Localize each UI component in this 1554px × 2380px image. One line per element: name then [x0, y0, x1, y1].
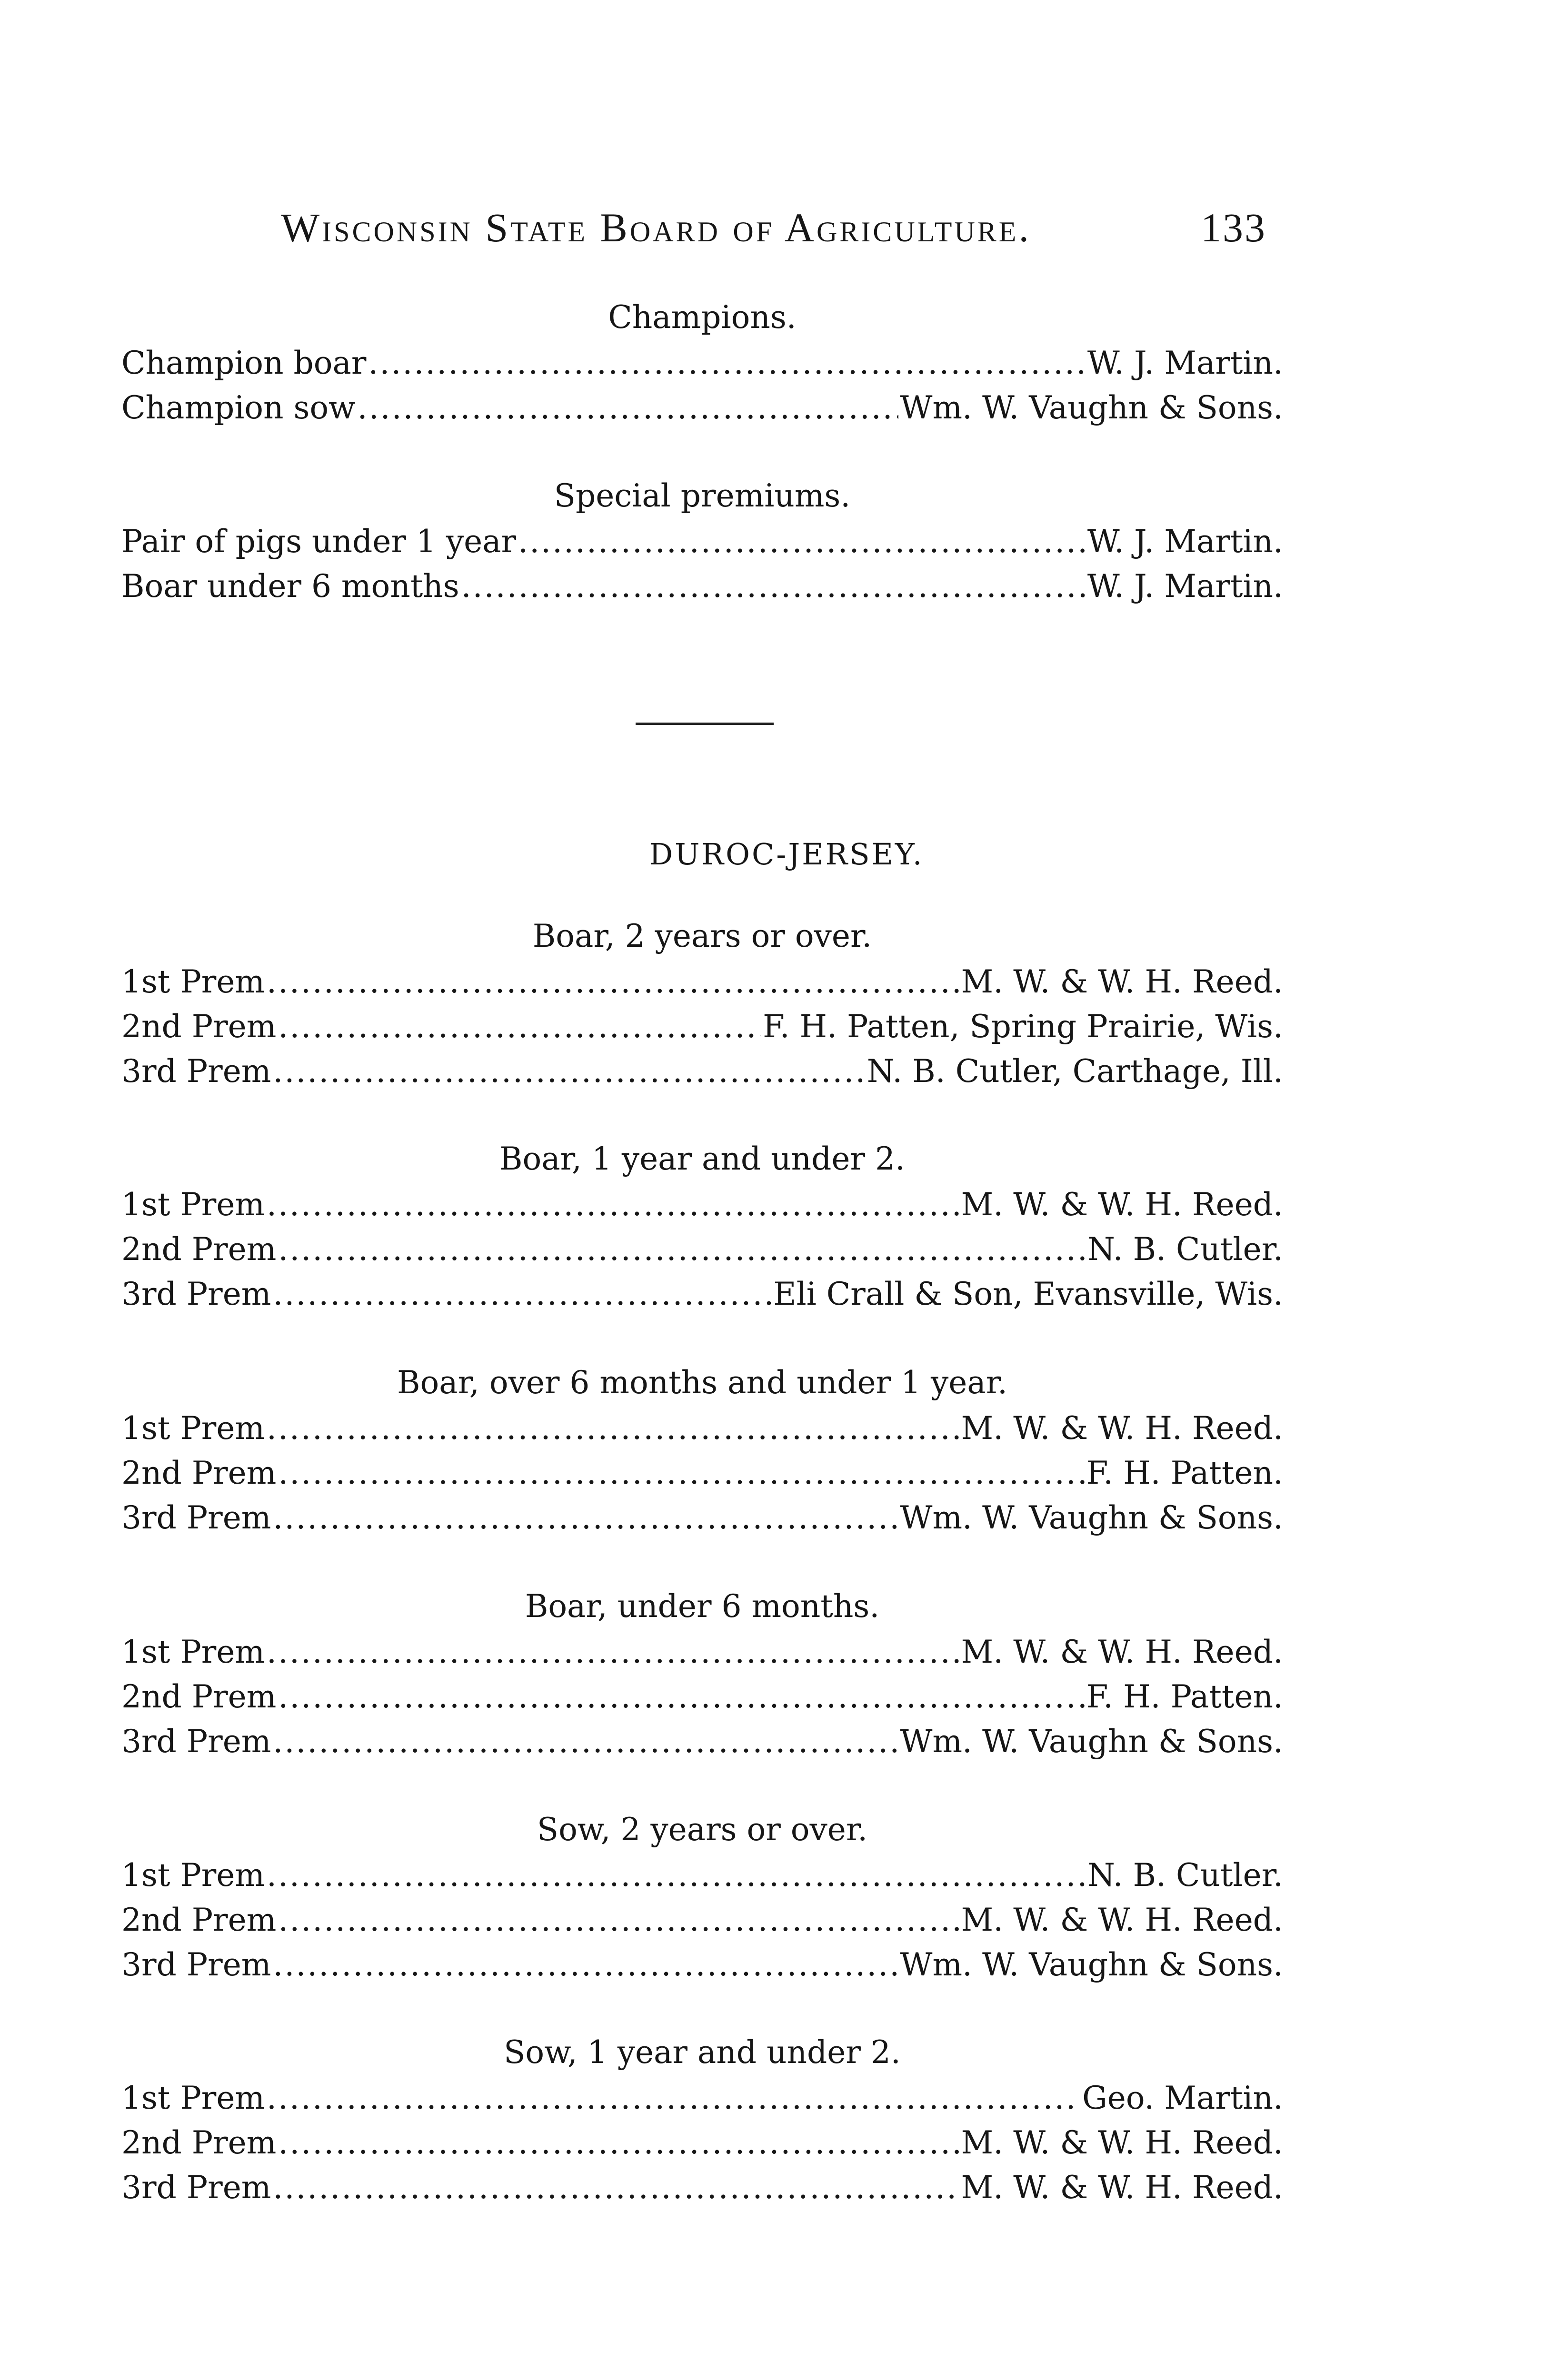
dot-leader	[518, 519, 1086, 564]
award-entry	[121, 1675, 1283, 1719]
award-entry	[121, 1272, 1283, 1317]
premium-label: 3rd Prem	[121, 1276, 271, 1312]
premium-label: 1st Prem	[121, 1857, 265, 1894]
champions-heading: Champions.	[608, 299, 797, 336]
award-entry	[121, 1182, 1283, 1227]
dot-leader	[461, 564, 1086, 609]
premium-label: 1st Prem	[121, 1186, 265, 1223]
breed-title: DUROC-JERSEY.	[649, 837, 924, 872]
award-entry	[121, 564, 1283, 609]
award-entry	[121, 1719, 1283, 1764]
dot-leader	[273, 1049, 865, 1094]
award-entry	[121, 1227, 1283, 1272]
premium-winner: N. B. Cutler, Carthage, Ill.	[867, 1053, 1283, 1090]
award-winner: Wm. W. Vaughn & Sons.	[900, 389, 1283, 426]
award-entry	[121, 1898, 1283, 1943]
special-premiums-heading: Special premiums.	[554, 477, 851, 514]
dot-leader	[267, 960, 959, 1004]
dot-leader	[278, 1004, 761, 1049]
premium-winner: Wm. W. Vaughn & Sons.	[900, 1723, 1283, 1760]
dot-leader	[267, 1630, 959, 1675]
dot-leader	[278, 2121, 959, 2165]
section-divider	[636, 723, 774, 725]
premium-label: 3rd Prem	[121, 1499, 271, 1536]
premium-winner: M. W. & W. H. Reed.	[961, 2169, 1283, 2206]
premium-winner: M. W. & W. H. Reed.	[961, 2124, 1283, 2161]
award-entry	[121, 519, 1283, 564]
class-section	[121, 2030, 1283, 2210]
class-heading: Boar, under 6 months.	[525, 1588, 880, 1625]
award-entry	[121, 1853, 1283, 1898]
class-heading: Boar, 1 year and under 2.	[499, 1140, 905, 1177]
dot-leader	[278, 1675, 1084, 1719]
dot-leader	[267, 1182, 959, 1227]
premium-winner: Geo. Martin.	[1082, 2080, 1283, 2116]
award-entry	[121, 1049, 1283, 1094]
award-label: Pair of pigs under 1 year	[121, 523, 517, 560]
premium-label: 2nd Prem	[121, 1231, 277, 1268]
dot-leader	[278, 1898, 959, 1943]
dot-leader	[278, 1451, 1084, 1496]
premium-winner: M. W. & W. H. Reed.	[961, 1186, 1283, 1223]
special-premiums-section	[121, 474, 1283, 609]
premium-label: 1st Prem	[121, 1410, 265, 1447]
class-heading: Sow, 2 years or over.	[537, 1811, 868, 1848]
premium-winner: Wm. W. Vaughn & Sons.	[900, 1499, 1283, 1536]
premium-label: 3rd Prem	[121, 2169, 271, 2206]
premium-winner: Wm. W. Vaughn & Sons.	[900, 1946, 1283, 1983]
award-entry	[121, 386, 1283, 430]
award-entry	[121, 1630, 1283, 1675]
award-entry	[121, 1451, 1283, 1496]
premium-label: 3rd Prem	[121, 1723, 271, 1760]
award-entry	[121, 1496, 1283, 1540]
running-head	[281, 204, 1266, 251]
dot-leader	[358, 386, 898, 430]
award-entry	[121, 1943, 1283, 1987]
award-winner: W. J. Martin.	[1087, 523, 1283, 560]
award-label: Boar under 6 months	[121, 568, 459, 605]
class-heading: Sow, 1 year and under 2.	[504, 2034, 901, 2071]
premium-winner: N. B. Cutler.	[1087, 1857, 1283, 1894]
premium-label: 2nd Prem	[121, 1008, 277, 1045]
award-winner: W. J. Martin.	[1087, 345, 1283, 381]
dot-leader	[278, 1227, 1086, 1272]
premium-winner: M. W. & W. H. Reed.	[961, 1902, 1283, 1938]
award-entry	[121, 2076, 1283, 2121]
dot-leader	[273, 1943, 898, 1987]
premium-label: 3rd Prem	[121, 1946, 271, 1983]
award-winner: W. J. Martin.	[1087, 568, 1283, 605]
premium-winner: M. W. & W. H. Reed.	[961, 1634, 1283, 1670]
class-section	[121, 1360, 1283, 1540]
premium-label: 1st Prem	[121, 963, 265, 1000]
premium-winner: F. H. Patten.	[1086, 1678, 1283, 1715]
class-heading: Boar, 2 years or over.	[532, 918, 872, 954]
dot-leader	[273, 1496, 898, 1540]
class-section	[121, 1807, 1283, 1987]
class-heading: Boar, over 6 months and under 1 year.	[397, 1364, 1007, 1401]
award-entry	[121, 2121, 1283, 2165]
premium-label: 3rd Prem	[121, 1053, 271, 1090]
premium-winner: M. W. & W. H. Reed.	[961, 963, 1283, 1000]
award-entry	[121, 1406, 1283, 1451]
premium-winner: F. H. Patten, Spring Prairie, Wis.	[763, 1008, 1283, 1045]
dot-leader	[267, 1406, 959, 1451]
class-section	[121, 1584, 1283, 1764]
premium-winner: N. B. Cutler.	[1087, 1231, 1283, 1268]
premium-label: 1st Prem	[121, 2080, 265, 2116]
premium-label: 2nd Prem	[121, 1455, 277, 1491]
award-entry	[121, 960, 1283, 1004]
running-head-title: Wisconsin State Board of Agriculture.	[281, 205, 1031, 250]
premium-winner: Eli Crall & Son, Evansville, Wis.	[773, 1276, 1283, 1312]
premium-label: 2nd Prem	[121, 2124, 277, 2161]
champions-section	[121, 295, 1283, 430]
dot-leader	[273, 1272, 771, 1317]
page-number: 133	[1201, 205, 1266, 250]
award-label: Champion boar	[121, 345, 367, 381]
award-label: Champion sow	[121, 389, 356, 426]
award-entry	[121, 2165, 1283, 2210]
premium-winner: F. H. Patten.	[1086, 1455, 1283, 1491]
dot-leader	[267, 2076, 1080, 2121]
award-entry	[121, 341, 1283, 386]
dot-leader	[267, 1853, 1086, 1898]
class-section	[121, 914, 1283, 1094]
premium-label: 2nd Prem	[121, 1678, 277, 1715]
premium-label: 1st Prem	[121, 1634, 265, 1670]
award-entry	[121, 1004, 1283, 1049]
dot-leader	[273, 1719, 898, 1764]
premium-label: 2nd Prem	[121, 1902, 277, 1938]
dot-leader	[273, 2165, 959, 2210]
dot-leader	[368, 341, 1085, 386]
premium-winner: M. W. & W. H. Reed.	[961, 1410, 1283, 1447]
class-section	[121, 1137, 1283, 1317]
